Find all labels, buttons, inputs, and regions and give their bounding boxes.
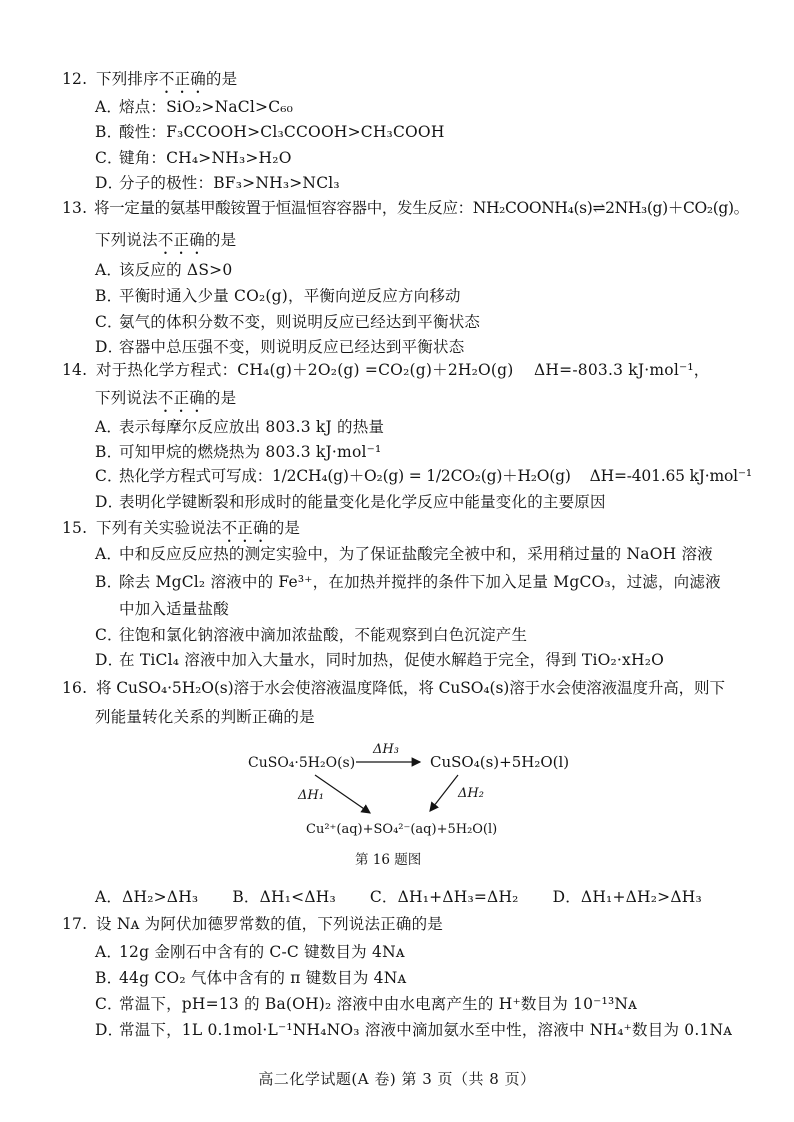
q16-stem-line1: 16. 将 CuSO₄·5H₂O(s)溶于水会使溶液温度降低，将 CuSO₄(s)溶于水会使溶液温度升高，则下 bbox=[62, 679, 725, 697]
q12-option-a: A．熔点：SiO₂>NaCl>C₆₀ bbox=[95, 98, 294, 116]
q16-option-c: C．ΔH₁+ΔH₃=ΔH₂ bbox=[369, 888, 519, 906]
q13-stem-line1: 13. 将一定量的氨基甲酸铵置于恒温恒容容器中，发生反应：NH₂COONH₄(s)⇌2NH₃(g)＋CO₂(g)。 bbox=[62, 199, 749, 217]
energy-cycle-diagram bbox=[240, 735, 570, 865]
diagram-right-species: CuSO₄(s)+5H₂O(l) bbox=[430, 753, 570, 771]
label-dh1: ΔH₁ bbox=[298, 788, 324, 803]
q14-option-a: A．表示每摩尔反应放出 803.3 kJ 的热量 bbox=[95, 418, 385, 436]
q13-stem-line2: 下列说法不正确的是 bbox=[95, 231, 237, 249]
q16-option-a: A．ΔH₂>ΔH₃ bbox=[95, 888, 199, 906]
q13-option-a: A．该反应的 ΔS>0 bbox=[95, 261, 233, 279]
diagram-left-species: CuSO₄·5H₂O(s) bbox=[248, 755, 356, 771]
q15-option-b: B．除去 MgCl₂ 溶液中的 Fe³⁺，在加热并搅拌的条件下加入足量 MgCO₃，过滤，向滤液 bbox=[95, 573, 721, 591]
q13-option-b: B．平衡时通入少量 CO₂(g)，平衡向逆反应方向移动 bbox=[95, 287, 461, 305]
page-footer: 高二化学试题(A 卷) 第 3 页（共 8 页） bbox=[258, 1070, 536, 1088]
q15-option-a: A．中和反应反应热的测定实验中，为了保证盐酸完全被中和，采用稍过量的 NaOH 溶液 bbox=[95, 545, 713, 563]
q14-stem-line2: 下列说法不正确的是 bbox=[95, 389, 237, 407]
q17-option-d: D．常温下，1L 0.1mol·L⁻¹NH₄NO₃ 溶液中滴加氨水至中性，溶液中 NH₄⁺数目为 0.1Nᴀ bbox=[95, 1021, 733, 1039]
label-dh2: ΔH₂ bbox=[458, 786, 484, 801]
figure-caption: 第 16 题图 bbox=[355, 852, 422, 868]
q14-option-c: C．热化学方程式可写成：1/2CH₄(g)＋O₂(g) = 1/2CO₂(g)＋H₂O(g) ΔH=-401.65 kJ·mol⁻¹ bbox=[95, 467, 752, 485]
q13-option-d: D．容器中总压强不变，则说明反应已经达到平衡状态 bbox=[95, 338, 465, 356]
q17-option-c: C．常温下，pH=13 的 Ba(OH)₂ 溶液中由水电离产生的 H⁺数目为 10⁻¹³Nᴀ bbox=[95, 995, 638, 1013]
q17-option-a: A．12g 金刚石中含有的 C-C 键数目为 4Nᴀ bbox=[95, 943, 405, 961]
arrow-dh2 bbox=[430, 775, 458, 811]
q12-option-c: C．键角：CH₄>NH₃>H₂O bbox=[95, 149, 292, 167]
q12-option-d: D．分子的极性：BF₃>NH₃>NCl₃ bbox=[95, 174, 340, 192]
q14-stem-line1: 14. 对于热化学方程式：CH₄(g)＋2O₂(g) =CO₂(g)＋2H₂O(g) ΔH=-803.3 kJ·mol⁻¹， bbox=[62, 361, 710, 379]
q13-option-c: C．氨气的体积分数不变，则说明反应已经达到平衡状态 bbox=[95, 313, 481, 331]
q17-option-b: B．44g CO₂ 气体中含有的 π 键数目为 4Nᴀ bbox=[95, 969, 407, 987]
q12-option-b: B．酸性：F₃CCOOH>Cl₃CCOOH>CH₃COOH bbox=[95, 123, 445, 141]
q15-option-d: D．在 TiCl₄ 溶液中加入大量水，同时加热，促使水解趋于完全，得到 TiO₂·xH₂O bbox=[95, 651, 665, 669]
q15-stem: 15. 下列有关实验说法不正确的是 bbox=[62, 519, 301, 537]
q17-stem: 17. 设 Nᴀ 为阿伏加德罗常数的值，下列说法正确的是 bbox=[62, 915, 443, 933]
q14-option-b: B．可知甲烷的燃烧热为 803.3 kJ·mol⁻¹ bbox=[95, 443, 382, 461]
q16-option-d: D．ΔH₁+ΔH₂>ΔH₃ bbox=[552, 888, 702, 906]
q15-option-c: C．往饱和氯化钠溶液中滴加浓盐酸，不能观察到白色沉淀产生 bbox=[95, 626, 528, 644]
q12-stem: 12. 下列排序不正确的是 bbox=[62, 70, 238, 88]
q14-option-d: D．表明化学键断裂和形成时的能量变化是化学反应中能量变化的主要原因 bbox=[95, 493, 606, 511]
q16-option-b: B．ΔH₁<ΔH₃ bbox=[232, 888, 336, 906]
q15-option-b-cont: 中加入适量盐酸 bbox=[119, 600, 229, 618]
label-dh3: ΔH₃ bbox=[373, 742, 399, 757]
diagram-bottom-species: Cu²⁺(aq)+SO₄²⁻(aq)+5H₂O(l) bbox=[306, 822, 498, 837]
q16-options bbox=[95, 886, 702, 908]
q16-stem-line2: 列能量转化关系的判断正确的是 bbox=[95, 708, 315, 726]
